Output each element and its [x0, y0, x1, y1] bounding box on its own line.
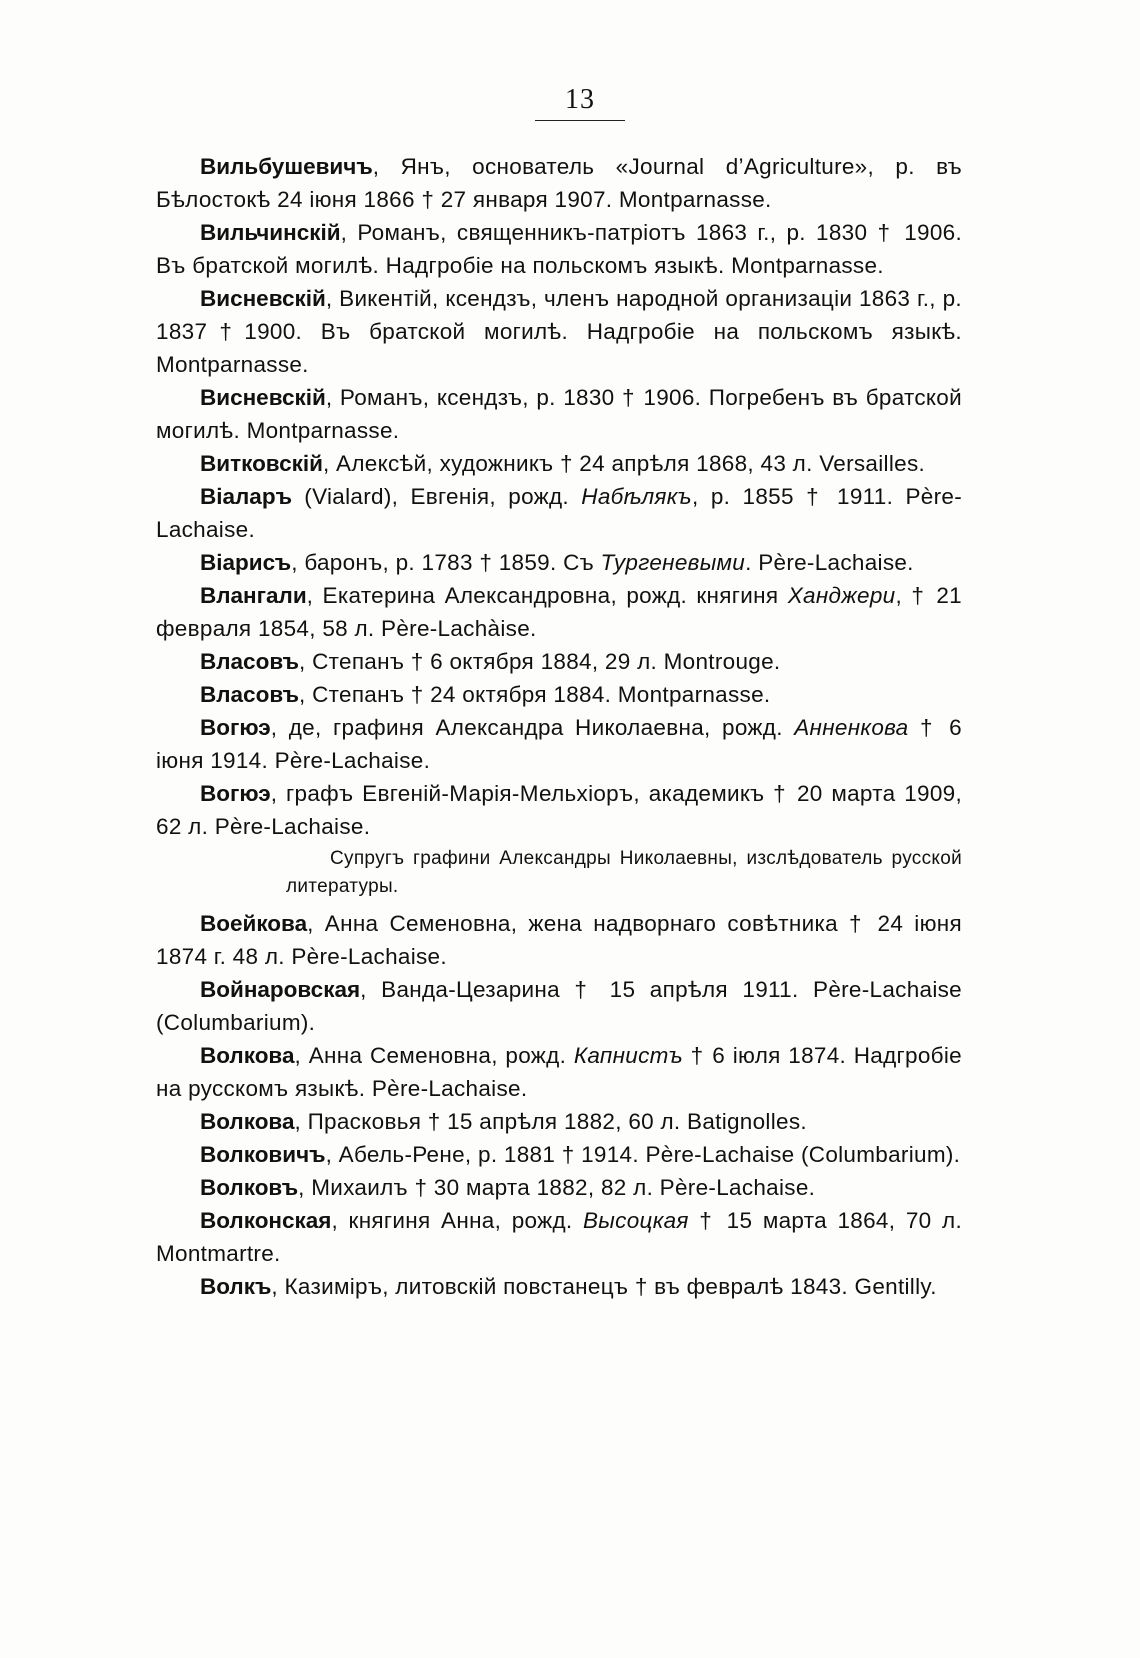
entry-text: , Екатерина Александровна, рожд. княгиня: [306, 583, 788, 608]
page-header: [0, 84, 1140, 121]
entry-surname: Вильбушевичъ: [200, 154, 373, 179]
entry-surname: Вогюэ: [200, 781, 271, 806]
entry-surname: Волковъ: [200, 1175, 299, 1200]
entry-maiden-name: Анненкова: [794, 715, 909, 740]
entry-note: [156, 845, 962, 901]
entry-text: . Père-Lachaise.: [745, 550, 914, 575]
entry-text: , Анна Семеновна, рожд.: [294, 1043, 574, 1068]
entry-text: , Ванда-Цезарина † 15 апрѣля 1911. Père-Lachaise (Columbarium).: [156, 977, 962, 1035]
entry-text: † 6 іюня 1914. Père-Lachaise.: [156, 715, 962, 773]
entry-list: [156, 150, 962, 1303]
entry-text: , княгиня Анна, рожд.: [331, 1208, 583, 1233]
entry-surname: Воейкова: [200, 911, 308, 936]
entry-text: † 6 іюля 1874. Надгробіе на русскомъ языкѣ. Père-Lachaise.: [156, 1043, 962, 1101]
entry-text: , Романъ, ксендзъ, р. 1830 † 1906. Погребенъ въ братской могилѣ. Montparnasse.: [156, 385, 962, 443]
entry-surname: Вогюэ: [200, 715, 271, 740]
entry-text: , графъ Евгеній-Марія-Мельхіоръ, академикъ † 20 марта 1909, 62 л. Père-Lachaise.: [156, 781, 962, 839]
list-item: [156, 678, 962, 711]
entry-text: , Анна Семеновна, жена надворнаго совѣтника † 24 іюня 1874 г. 48 л. Père-Lachaise.: [156, 911, 962, 969]
entry-text: , Викентій, ксендзъ, членъ народной организаціи 1863 г., р. 1837†1900. Въ братской могилѣ. Надгробіе на польскомъ языкѣ. Montparnasse.: [156, 286, 962, 377]
list-item: [156, 1204, 962, 1270]
list-item: [156, 579, 962, 645]
entry-text: (Vialard), Евгенія, рожд.: [291, 484, 582, 509]
entry-text: , де, графиня Александра Николаевна, рожд.: [270, 715, 795, 740]
entry-text: , † 21 февраля 1854, 58 л. Père-Lachàise.: [156, 583, 962, 641]
list-item: [156, 282, 962, 381]
list-item: [156, 150, 962, 216]
entry-surname: Волковичъ: [200, 1142, 326, 1167]
entry-maiden-name: Высоцкая: [583, 1208, 689, 1233]
entry-text: † 15 марта 1864, 70 л. Montmartre.: [156, 1208, 962, 1266]
list-item: [156, 973, 962, 1039]
entry-text: , Романъ, священникъ-патріотъ 1863 г., р. 1830 † 1906. Въ братской могилѣ. Надгробіе на польскомъ языкѣ. Montparnasse.: [156, 220, 962, 278]
entry-text: , Янъ, основатель «Journal d’Agriculture», p. въ Бѣлостокѣ 24 iюня 1866 † 27 января 1907. Montparnasse.: [156, 154, 962, 212]
entry-maiden-name: Тургеневыми: [600, 550, 746, 575]
entry-surname: Висневскій: [200, 385, 326, 410]
entry-text: , р. 1855 † 1911. Père-Lachaise.: [156, 484, 962, 542]
entry-surname: Власовъ: [200, 649, 299, 674]
list-item: [156, 1171, 962, 1204]
entry-text: , Михаилъ † 30 марта 1882, 82 л. Père-Lachaise.: [298, 1175, 816, 1200]
page-number: 13: [535, 84, 625, 121]
entry-text: , Прасковья † 15 апрѣля 1882, 60 л. Batignolles.: [294, 1109, 807, 1134]
list-item: [156, 480, 962, 546]
list-item: [156, 216, 962, 282]
entry-text: , Степанъ † 24 октября 1884. Montparnasse.: [299, 682, 771, 707]
entry-surname: Волкъ: [200, 1274, 272, 1299]
list-item: [156, 645, 962, 678]
entry-maiden-name: Ханджери: [787, 583, 896, 608]
entry-surname: Висневскій: [200, 286, 326, 311]
entry-text: Супругъ графини Александры Николаевны, изслѣдователь русской литературы.: [286, 848, 962, 897]
entry-surname: Віаларъ: [200, 484, 292, 509]
list-item: [156, 907, 962, 973]
entry-surname: Волкова: [200, 1043, 295, 1068]
entry-surname: Власовъ: [200, 682, 299, 707]
entry-text: , Казиміръ, литовскій повстанецъ † въ февралѣ 1843. Gentilly.: [271, 1274, 937, 1299]
list-item: [156, 1138, 962, 1171]
entry-text: , Степанъ † 6 октября 1884, 29 л. Montrouge.: [299, 649, 781, 674]
entry-text: , Алексѣй, художникъ † 24 апрѣля 1868, 43 л. Versailles.: [322, 451, 926, 476]
list-item: [156, 777, 962, 843]
entry-text: , баронъ, р. 1783 † 1859. Съ: [291, 550, 601, 575]
entry-surname: Волконская: [200, 1208, 332, 1233]
list-item: [156, 381, 962, 447]
entry-surname: Войнаровская: [200, 977, 361, 1002]
entry-text: , Абель-Рене, р. 1881 † 1914. Père-Lachaise (Columbarium).: [325, 1142, 961, 1167]
list-item: [156, 1270, 962, 1303]
list-item: [156, 546, 962, 579]
entry-maiden-name: Капнистъ: [573, 1043, 683, 1068]
list-item: [156, 447, 962, 480]
list-item: [156, 1039, 962, 1105]
list-item: [156, 1105, 962, 1138]
list-item: [156, 711, 962, 777]
entry-surname: Віарисъ: [200, 550, 292, 575]
entry-surname: Вильчинскій: [200, 220, 341, 245]
entry-maiden-name: Набѣлякъ: [581, 484, 692, 509]
entry-surname: Влангали: [200, 583, 307, 608]
entry-surname: Волкова: [200, 1109, 295, 1134]
entry-surname: Витковскій: [200, 451, 323, 476]
